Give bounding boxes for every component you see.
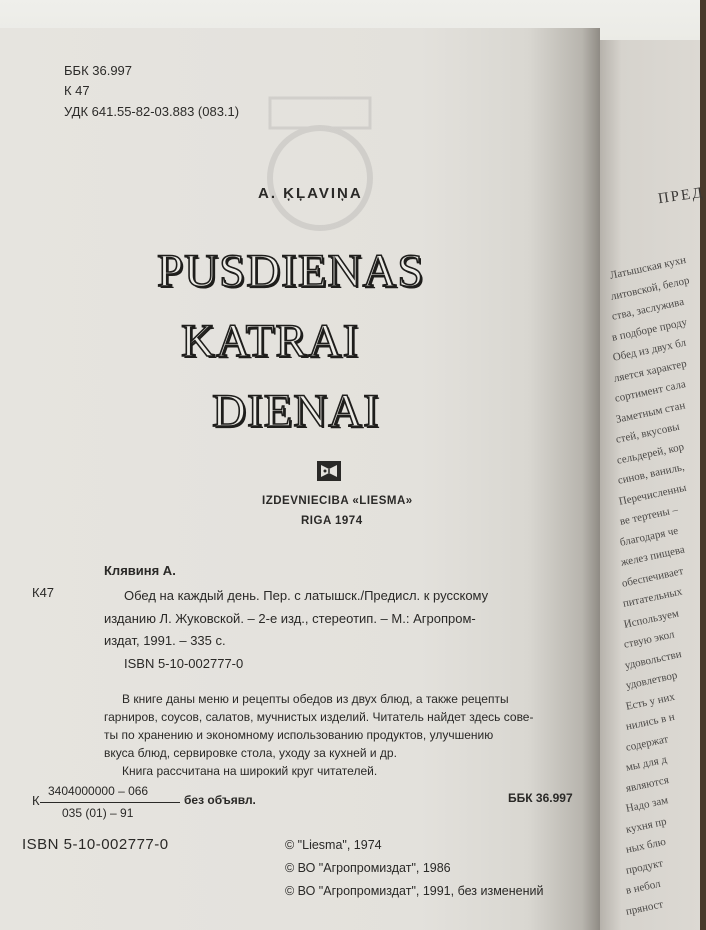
bbk-code-bottom: ББК 36.997: [508, 791, 573, 805]
right-page-line: ляется характер: [612, 357, 688, 385]
right-page-line: ствую экол: [623, 628, 676, 651]
copyright-line: © "Liesma", 1974: [285, 838, 382, 852]
index-numerator: 3404000000 – 066: [48, 784, 149, 798]
show-through-graphic: [250, 88, 390, 238]
title-page: [0, 28, 600, 930]
right-page-line: желез пищева: [619, 543, 687, 569]
author-mark: К 47: [64, 83, 90, 98]
bbk-code: ББК 36.997: [64, 63, 133, 78]
catalog-isbn: ISBN 5-10-002777-0: [124, 656, 244, 671]
right-page-line: благодаря че: [619, 524, 680, 549]
right-page-line: Перечисленны: [617, 481, 688, 508]
right-page-line: в подборе проду: [611, 315, 689, 344]
title-line-1: PUSDIENAS: [157, 245, 425, 297]
publisher-name: IZDEVNIECIBA «LIESMA»: [262, 495, 413, 507]
catalog-line: изданию Л. Жуковской. – 2-е изд., стереотип. – М.: Агропром-: [104, 611, 476, 626]
right-page-line: Используем: [622, 607, 680, 631]
right-page-line: удовольстви: [623, 647, 683, 672]
annotation-line: ты по хранению и экономному использованию продуктов, улучшению: [104, 728, 494, 742]
right-page-line: являются: [624, 773, 670, 795]
right-page-line: мы для д: [624, 753, 668, 774]
right-page-line: пряност: [624, 897, 665, 918]
publisher-city-year: RIGA 1974: [301, 515, 363, 527]
right-page-line: продукт: [624, 856, 665, 877]
annotation-line: гарниров, соусов, салатов, мучнистых изделий. Читатель найдет здесь сове-: [104, 710, 534, 724]
price-note: без объявл.: [184, 793, 256, 807]
right-page-line: Заметным стан: [614, 398, 686, 426]
right-page-line: ства, заслужива: [610, 295, 685, 323]
right-page-line: обеспечивает: [620, 564, 685, 590]
right-page-line: кухня пр: [624, 815, 668, 836]
catalog-code: К47: [32, 585, 55, 600]
catalog-line: издат, 1991. – 335 с.: [104, 633, 226, 648]
right-page-line: литовской, белор: [609, 273, 691, 303]
isbn-bottom: ISBN 5-10-002777-0: [22, 836, 169, 853]
catalog-author: Клявиня А.: [104, 563, 176, 578]
fraction-bar: [40, 802, 180, 803]
right-page-line: Обед из двух бл: [611, 336, 688, 364]
author-name: A. ĶĻAVIŅA: [258, 185, 363, 202]
right-page-line: удовлетвор: [624, 669, 679, 692]
right-page: [588, 40, 706, 930]
right-page-heading: ПРЕД: [657, 184, 706, 208]
annotation-line: вкуса блюд, сервировке стола, уходу за кухней и др.: [104, 746, 397, 760]
index-letter: К: [32, 793, 40, 808]
right-page-line: синов, ваниль,: [616, 461, 686, 487]
catalog-line: Обед на каждый день. Пер. с латышск./Предисл. к русскому: [124, 588, 489, 603]
right-page-line: ных блю: [624, 835, 667, 856]
copyright-line: © ВО "Агропромиздат", 1986: [285, 861, 451, 875]
annotation-line: В книге даны меню и рецепты обедов из двух блюд, а также рецепты: [122, 692, 509, 706]
right-page-line: Надо зам: [624, 794, 670, 815]
right-page-line: питательных: [621, 585, 684, 610]
right-page-line: сельдерей, кор: [615, 440, 686, 467]
right-page-line: содержат: [624, 732, 670, 754]
index-denominator: 035 (01) – 91: [62, 806, 134, 820]
right-page-line: сортимент сала: [613, 378, 687, 405]
title-line-2: KATRAI: [181, 315, 360, 367]
right-page-line: стей, вкусовы: [615, 420, 682, 446]
right-page-line: ве тертены –: [618, 503, 679, 528]
right-page-line: нились в н: [624, 710, 676, 733]
udk-code: УДК 641.55-82-03.883 (083.1): [64, 104, 240, 119]
annotation-audience: Книга рассчитана на широкий круг читателей.: [122, 764, 378, 778]
copyright-line: © ВО "Агропромиздат", 1991, без изменений: [285, 884, 544, 898]
right-page-line: Есть у них: [624, 690, 676, 713]
right-page-line: в небол: [624, 877, 662, 897]
publisher-emblem-icon: [316, 460, 342, 482]
right-page-line: Латышская кухн: [608, 254, 688, 282]
title-line-3: DIENAI: [212, 385, 380, 437]
